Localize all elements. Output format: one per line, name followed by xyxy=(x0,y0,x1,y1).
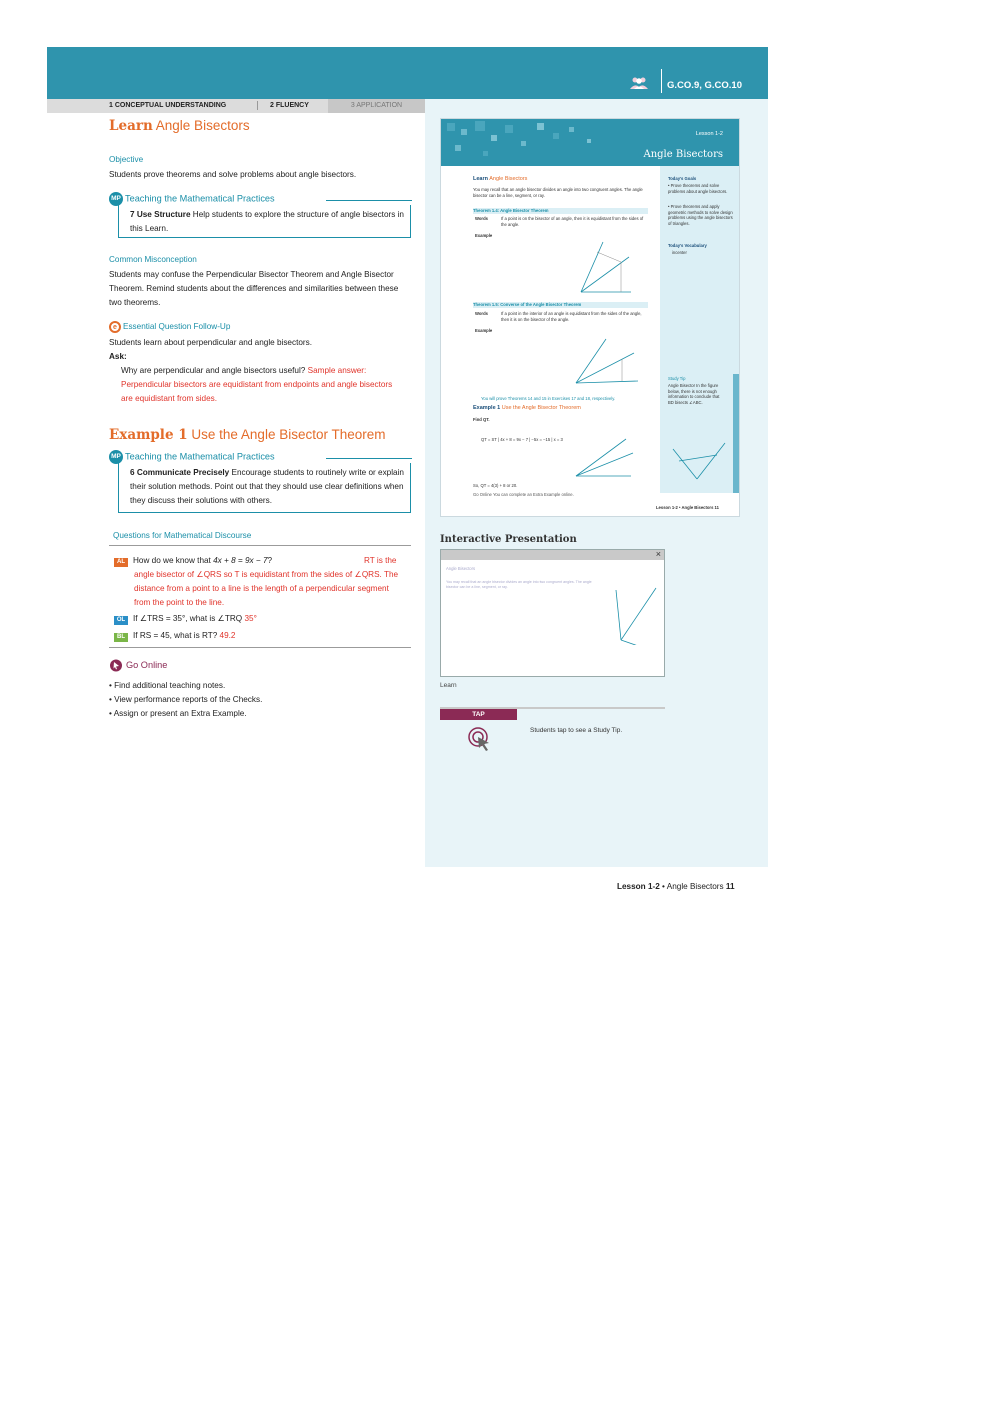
discourse-rule-bottom xyxy=(109,647,411,648)
tab-fluency: 2 FLUENCY xyxy=(270,102,309,109)
objective-text: Students prove theorems and solve problems about angle bisectors. xyxy=(109,170,357,179)
pixel-pattern-decoration xyxy=(441,119,641,166)
mp1-heading-text: Teaching the Mathematical Practices xyxy=(125,193,275,204)
thumbnail-title: Angle Bisectors xyxy=(643,149,723,160)
tab-conceptual: 1 CONCEPTUAL UNDERSTANDING xyxy=(109,102,227,109)
q2-text: If ∠TRS = 35°, what is ∠TRQ xyxy=(133,614,243,623)
theorem15-diagram xyxy=(566,331,646,391)
student-page-thumbnail xyxy=(440,118,740,517)
thumbnail-theorem14-words: If a point is on the bisector of an angle, then it is equidistant from the sides of the angle. xyxy=(501,216,644,227)
learn-title: Angle Bisectors xyxy=(155,118,250,133)
thumbnail-lesson: Lesson 1-2 xyxy=(695,131,723,137)
thumbnail-goal1: • Prove theorems and solve problems about angle bisectors. xyxy=(668,183,728,194)
go-online-item-text: View performance reports of the Checks. xyxy=(114,695,263,704)
q3-answer: 49.2 xyxy=(219,631,236,640)
example1-label: Example 1 xyxy=(109,427,188,443)
mp-icon: MP xyxy=(109,192,123,206)
q1-math: 4x + 8 = 9x − 7 xyxy=(213,556,268,565)
q3-text: If RS = 45, what is RT? xyxy=(133,631,218,640)
discourse-heading: Questions for Mathematical Discourse xyxy=(113,531,252,540)
thumbnail-vocab-head: Today's Vocabulary xyxy=(668,243,707,248)
misconception-heading: Common Misconception xyxy=(109,255,197,264)
thumbnail-header xyxy=(441,119,739,166)
thumbnail-intro: You may recall that an angle bisector divides an angle into two congruent angles. The angle bisector can be a line, segment, or ray. xyxy=(473,187,643,198)
mp2-heading-text: Teaching the Mathematical Practices xyxy=(125,451,275,462)
mp2-rule xyxy=(326,458,412,459)
thumbnail-go-online-note: Go Online You can complete an Extra Example online. xyxy=(473,492,574,497)
thumbnail-vocab: incenter xyxy=(672,250,687,255)
q1-text-a: How do we know that xyxy=(133,556,214,565)
thumbnail-study-tip-head: Study Tip xyxy=(668,376,686,381)
mp1-rule xyxy=(326,200,412,201)
thumbnail-ex-title: Use the Angle Bisector Theorem xyxy=(501,405,581,411)
mp1-box xyxy=(118,205,411,238)
thumbnail-example-label: Example xyxy=(475,328,493,333)
go-online-item-text: Assign or present an Extra Example. xyxy=(113,709,247,718)
go-online-item: • View performance reports of the Checks. xyxy=(109,695,263,704)
tap-label: TAP xyxy=(440,709,517,720)
objective-heading: Objective xyxy=(109,155,144,164)
thumbnail-words-label: Words xyxy=(475,311,488,316)
eq-answer-label: Sample answer: xyxy=(307,366,367,375)
eq-heading xyxy=(109,320,412,334)
mp1-bold: 7 Use Structure xyxy=(130,210,191,219)
thumbnail-theorem15-words: If a point in the interior of an angle is equidistant from the sides of the angle, then it is on the bisector of the angle. xyxy=(501,311,642,322)
thumbnail-example-heading xyxy=(473,406,581,412)
example1-heading xyxy=(109,426,429,444)
interactive-caption: Learn xyxy=(440,682,457,689)
page-number: 11 xyxy=(725,882,735,891)
thumbnail-learn-title: Angle Bisectors xyxy=(489,176,528,182)
tap-description: Students tap to see a Study Tip. xyxy=(530,727,623,734)
discourse-q3 xyxy=(114,629,410,643)
thumbnail-page-footer: Lesson 1-2 • Angle Bisectors 11 xyxy=(656,505,719,510)
thumbnail-goals-head: Today's Goals xyxy=(668,176,697,181)
group-icon xyxy=(630,77,648,89)
footer-lesson: Lesson 1-2 xyxy=(617,882,660,891)
eq-question xyxy=(121,364,406,406)
practice-tabs xyxy=(47,99,425,113)
discourse-q1-answer: RT is the angle bisector of ∠QRS so T is equidistant from the sides of ∠QRS. The distance from a point to a line is the length of a perpendicular segment from the point to the line. xyxy=(134,556,399,607)
q1-text-b: ? xyxy=(267,556,273,565)
slide-angle-diagram xyxy=(606,580,661,645)
mp2-bold: 6 Communicate Precisely xyxy=(130,468,230,477)
mp1-text: Help students to explore the structure of angle bisectors in this Learn. xyxy=(130,210,404,233)
learn-label: Learn xyxy=(109,118,153,134)
tab-divider xyxy=(257,101,258,110)
eq-question-text: Why are perpendicular and angle bisectors useful? xyxy=(121,366,306,375)
go-online-item: • Assign or present an Extra Example. xyxy=(109,709,247,718)
level-bl-badge: BL xyxy=(114,633,128,642)
slide-text: You may recall that an angle bisector divides an angle into two congruent angles. The angle bisector can be a line, segment, or ray. xyxy=(446,580,592,589)
q2-answer: 35° xyxy=(244,614,257,623)
thumbnail-prove-note: You will prove Theorems 14 and 15 in Exercises 17 and 18, respectively. xyxy=(481,396,616,401)
go-online-heading-text: Go Online xyxy=(126,660,168,670)
thumbnail-words-label: Words xyxy=(475,216,488,221)
mp1-heading xyxy=(109,192,275,206)
essential-question-icon: e xyxy=(109,321,121,333)
level-al-badge: AL xyxy=(114,558,128,567)
mp2-heading xyxy=(109,450,275,464)
close-icon[interactable]: × xyxy=(655,549,661,559)
go-online-heading xyxy=(109,658,412,672)
discourse-q2 xyxy=(114,612,410,626)
go-online-item-text: Find additional teaching notes. xyxy=(114,681,226,690)
study-tip-diagram xyxy=(667,439,729,484)
level-ol-badge: OL xyxy=(114,616,128,625)
slide-title-bar xyxy=(441,550,664,560)
misconception-text: Students may confuse the Perpendicular Bisector Theorem and Angle Bisector Theorem. Remind students about the differences and similarities between these two theorems. xyxy=(109,270,399,307)
interactive-presentation-slide[interactable] xyxy=(440,549,665,677)
header-divider xyxy=(661,69,662,93)
discourse-rule-top xyxy=(109,545,411,546)
slide-title: Angle Bisectors xyxy=(446,566,476,571)
footer-title: • Angle Bisectors xyxy=(659,882,726,891)
mp2-text: Encourage students to routinely write or explain their solution methods. Point out that they should use clear definitions when they discuss their solutions with others. xyxy=(130,468,404,505)
page-footer xyxy=(617,882,735,891)
thumbnail-learn-label: Learn xyxy=(473,176,488,182)
thumbnail-theorem14-head: Theorem 1.4: Angle Bisector Theorem xyxy=(473,208,648,214)
standards-label: G.CO.9, G.CO.10 xyxy=(667,80,742,91)
thumbnail-learn-heading xyxy=(473,177,527,183)
go-online-item: • Find additional teaching notes. xyxy=(109,681,226,690)
mp-icon: MP xyxy=(109,450,123,464)
go-online-icon xyxy=(109,659,123,672)
thumbnail-goal2: • Prove theorems and apply geometric methods to solve design problems using the angle bisectors of triangles. xyxy=(668,204,733,226)
eq-answer: Perpendicular bisectors are equidistant from endpoints and angle bisectors are equidistant from sides. xyxy=(121,380,393,403)
example1-diagram xyxy=(571,431,651,481)
eq-text: Students learn about perpendicular and angle bisectors. xyxy=(109,338,313,347)
tab-application: 3 APPLICATION xyxy=(328,99,425,113)
go-online-list xyxy=(109,679,412,721)
eq-heading-text: Essential Question Follow-Up xyxy=(123,322,231,331)
learn-heading xyxy=(109,118,250,134)
header-bar xyxy=(47,47,768,99)
thumbnail-example-label: Example xyxy=(475,233,493,238)
tap-icon xyxy=(467,726,493,754)
thumbnail-so: So, QT = 4(3) + 8 or 20. xyxy=(473,483,518,488)
example1-title: Use the Angle Bisector Theorem xyxy=(191,427,386,442)
thumbnail-steps: QT = ST | 4x + 8 = 9x − 7 | −5x = −15 | x = 3 xyxy=(481,437,563,442)
theorem14-diagram xyxy=(561,237,641,297)
thumbnail-theorem15-head: Theorem 1.5: Converse of the Angle Bisector Theorem xyxy=(473,302,648,308)
eq-ask: Ask: xyxy=(109,352,127,361)
mp2-box xyxy=(118,463,411,513)
thumbnail-study-tip: Angle Bisector In the figure below, there is not enough information to conclude that BD bisects ∠ABC. xyxy=(668,383,720,405)
thumbnail-ex-label: Example 1 xyxy=(473,405,501,411)
thumbnail-find: Find QT. xyxy=(473,417,490,422)
interactive-presentation-title: Interactive Presentation xyxy=(440,534,577,545)
